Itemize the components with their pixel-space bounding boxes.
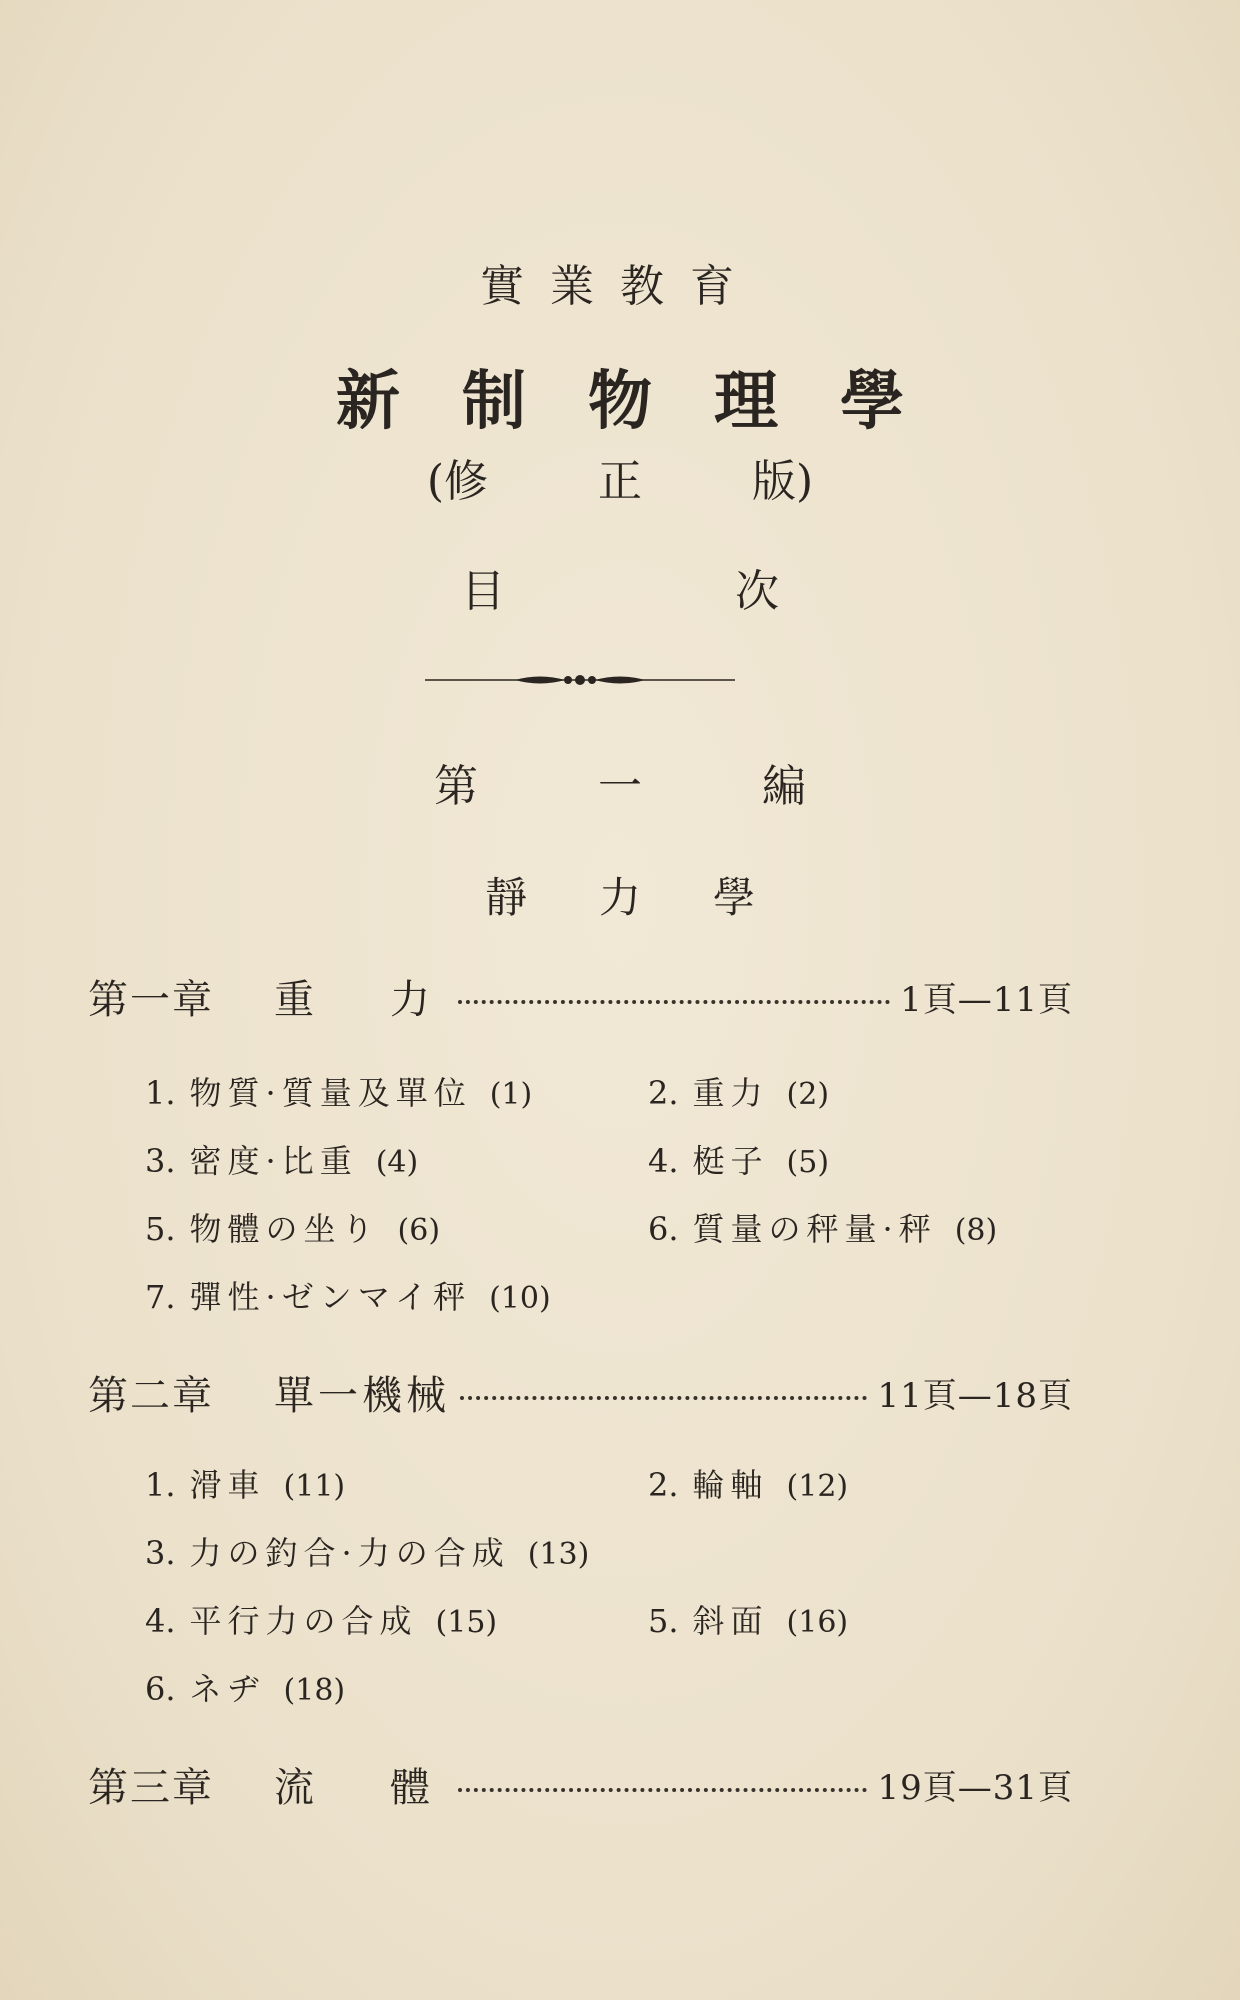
dot-leader (460, 1396, 867, 1400)
item-page: (10) (489, 1281, 551, 1316)
item-number: 5. (145, 1210, 176, 1248)
toc-item (145, 1136, 418, 1182)
chapter-number: 第一章 (88, 976, 214, 1023)
item-label: ネヂ (189, 1670, 266, 1708)
toc-item (145, 1596, 497, 1642)
item-label: 重力 (692, 1074, 769, 1112)
item-number: 5. (648, 1602, 679, 1640)
item-page: (11) (283, 1469, 346, 1504)
contents-heading (0, 555, 1240, 619)
part-char: 一 (598, 761, 642, 812)
chapter-pages: 1頁—11頁 (900, 979, 1073, 1020)
item-number: 6. (145, 1670, 176, 1708)
item-number: 3. (145, 1142, 176, 1180)
part-name-char: 力 (598, 873, 641, 922)
contents-char: 目 (461, 566, 505, 617)
chapter-number: 第二章 (88, 1372, 214, 1419)
part-name (0, 865, 1240, 925)
item-label: 物體の坐り (189, 1210, 380, 1248)
item-page: (5) (786, 1145, 830, 1180)
item-number: 6. (648, 1210, 679, 1248)
part-name-char: 靜 (484, 873, 527, 922)
toc-item (145, 1272, 551, 1318)
chapter-pages: 11頁—18頁 (877, 1375, 1073, 1416)
item-number: 1. (145, 1466, 176, 1504)
chapter-3-heading (88, 1754, 1073, 1814)
chapter-pages: 19頁—31頁 (877, 1767, 1073, 1808)
edition-part: 版) (752, 456, 814, 507)
chapter-title: 流 體 (274, 1764, 448, 1811)
item-page: (16) (786, 1605, 849, 1640)
chapter-number: 第三章 (88, 1764, 214, 1811)
toc-item (648, 1204, 997, 1250)
item-label: 輪軸 (692, 1466, 769, 1504)
item-page: (6) (397, 1213, 441, 1248)
item-number: 7. (145, 1278, 176, 1316)
chapter-1-heading (88, 966, 1073, 1026)
toc-item (145, 1528, 589, 1574)
toc-item (648, 1460, 848, 1506)
part-label (0, 750, 1240, 814)
item-page: (4) (375, 1145, 419, 1180)
edition-part: 正 (598, 456, 642, 507)
item-label: 平行力の合成 (189, 1602, 418, 1640)
item-page: (2) (786, 1077, 830, 1112)
item-number: 4. (648, 1142, 679, 1180)
toc-item (145, 1460, 345, 1506)
item-page: (8) (954, 1213, 998, 1248)
edition-part: (修 (426, 456, 488, 507)
item-label: 物質·質量及單位 (189, 1074, 472, 1112)
book-title: 新制物理學 (336, 364, 966, 439)
item-label: 彈性·ゼンマイ秤 (189, 1278, 472, 1316)
toc-item (145, 1068, 532, 1114)
item-number: 2. (648, 1074, 679, 1112)
series-title: 實業教育 (480, 261, 760, 312)
item-page: (1) (489, 1077, 533, 1112)
item-number: 3. (145, 1534, 176, 1572)
dot-leader (458, 1788, 867, 1792)
item-page: (18) (283, 1673, 346, 1708)
item-label: 質量の秤量·秤 (692, 1210, 937, 1248)
item-label: 斜面 (692, 1602, 769, 1640)
item-label: 力の釣合·力の合成 (189, 1534, 510, 1572)
toc-item (145, 1204, 440, 1250)
chapter-2-heading (88, 1362, 1073, 1422)
item-number: 4. (145, 1602, 176, 1640)
item-page: (13) (527, 1537, 590, 1572)
toc-item (145, 1664, 345, 1710)
item-number: 1. (145, 1074, 176, 1112)
edition-label (0, 445, 1240, 509)
item-label: 梃子 (692, 1142, 769, 1180)
toc-item (648, 1136, 829, 1182)
item-page: (12) (786, 1469, 849, 1504)
part-char: 編 (762, 761, 806, 812)
part-name-char: 學 (713, 873, 756, 922)
item-label: 滑車 (189, 1466, 266, 1504)
toc-item (648, 1596, 848, 1642)
dot-leader (458, 1000, 890, 1004)
item-page: (15) (435, 1605, 498, 1640)
item-label: 密度·比重 (189, 1142, 358, 1180)
contents-char: 次 (735, 566, 779, 617)
toc-item (648, 1068, 829, 1114)
chapter-title: 重 力 (274, 976, 448, 1023)
ornament-divider (425, 668, 735, 692)
item-number: 2. (648, 1466, 679, 1504)
part-char: 第 (434, 761, 478, 812)
chapter-title: 單一機械 (274, 1372, 450, 1419)
